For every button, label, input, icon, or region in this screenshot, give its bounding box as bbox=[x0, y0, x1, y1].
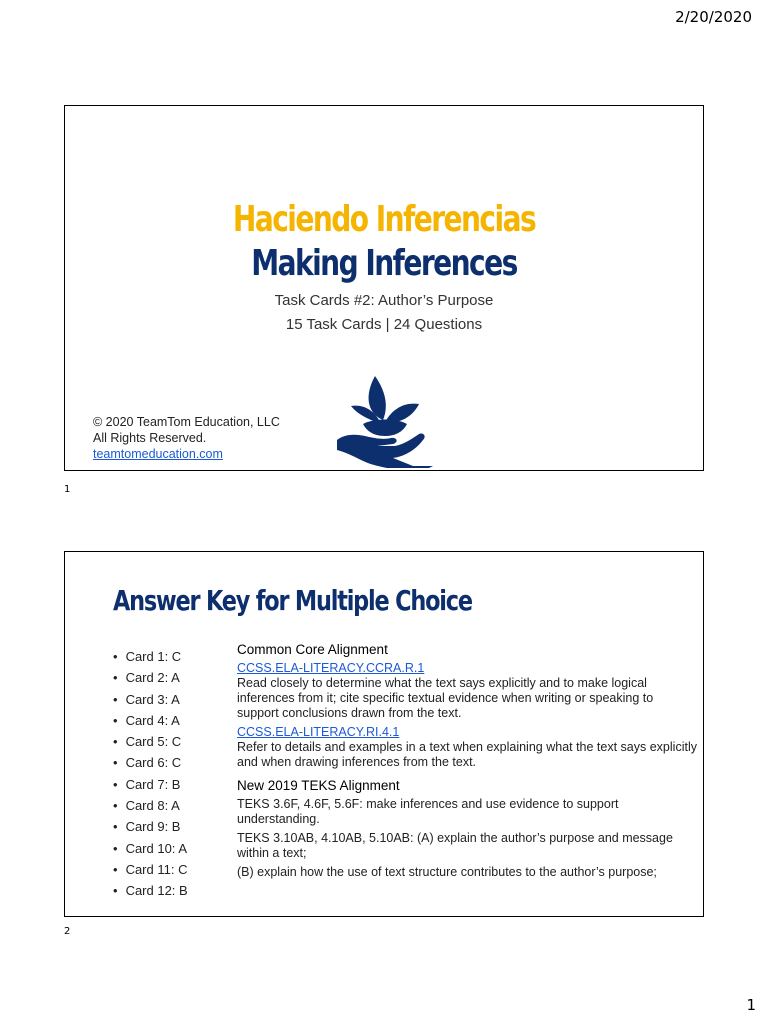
website-link[interactable]: teamtomeducation.com bbox=[93, 447, 223, 461]
hand-with-plant-icon bbox=[333, 372, 437, 468]
list-item: • Card 6: C bbox=[113, 752, 188, 773]
list-item: • Card 5: C bbox=[113, 731, 188, 752]
subtitle-card-count: 15 Task Cards | 24 Questions bbox=[285, 316, 483, 333]
list-item: • Card 2: A bbox=[113, 667, 188, 688]
slide-1 bbox=[64, 105, 704, 471]
page-number: 1 bbox=[746, 996, 756, 1014]
slide-1-number: 1 bbox=[64, 484, 71, 495]
teks-description-3: (B) explain how the use of text structure contributes to the author’s purpose; bbox=[237, 865, 657, 879]
copyright-text: © 2020 TeamTom Education, LLC bbox=[93, 415, 280, 429]
list-item: • Card 4: A bbox=[113, 710, 188, 731]
teks-heading: New 2019 TEKS Alignment bbox=[237, 778, 400, 793]
slide-2-title: Answer Key for Multiple Choice bbox=[113, 584, 472, 617]
teks-description-1: TEKS 3.6F, 4.6F, 5.6F: make inferences and use evidence to support understanding. bbox=[237, 797, 619, 826]
slide-1-title bbox=[65, 198, 703, 286]
list-item: • Card 11: C bbox=[113, 859, 188, 880]
subtitle-task-cards: Task Cards #2: Author’s Purpose bbox=[274, 292, 494, 309]
copyright-block bbox=[93, 414, 280, 462]
teks-description-2: TEKS 3.10AB, 4.10AB, 5.10AB: (A) explain the author’s purpose and message within a text; bbox=[237, 831, 673, 860]
rights-text: All Rights Reserved. bbox=[93, 431, 207, 445]
ccss-link-ccra-r1[interactable]: CCSS.ELA-LITERACY.CCRA.R.1 bbox=[237, 661, 425, 675]
list-item: • Card 12: B bbox=[113, 880, 188, 901]
ccss-link-ri-4-1[interactable]: CCSS.ELA-LITERACY.RI.4.1 bbox=[237, 725, 400, 739]
list-item: • Card 3: A bbox=[113, 689, 188, 710]
list-item: • Card 10: A bbox=[113, 838, 188, 859]
ccss-description-2: Refer to details and examples in a text when explaining what the text says explicitly and when drawing inferences from the text. bbox=[237, 740, 697, 769]
list-item: • Card 7: B bbox=[113, 774, 188, 795]
slide-2 bbox=[64, 551, 704, 917]
slide-2-number: 2 bbox=[64, 926, 71, 937]
standards-alignment bbox=[237, 642, 697, 884]
list-item: • Card 9: B bbox=[113, 816, 188, 837]
header-date: 2/20/2020 bbox=[675, 8, 752, 26]
title-spanish: Haciendo Inferencias bbox=[232, 199, 536, 240]
title-english: Making Inferences bbox=[251, 243, 517, 284]
ccss-description-1: Read closely to determine what the text says explicitly and to make logical inferences from it; cite specific textual evidence when writing or speaking to support conclusions drawn from the text. bbox=[237, 676, 654, 720]
list-item: • Card 1: C bbox=[113, 646, 188, 667]
common-core-heading: Common Core Alignment bbox=[237, 642, 388, 657]
answer-key-list bbox=[113, 646, 188, 902]
list-item: • Card 8: A bbox=[113, 795, 188, 816]
